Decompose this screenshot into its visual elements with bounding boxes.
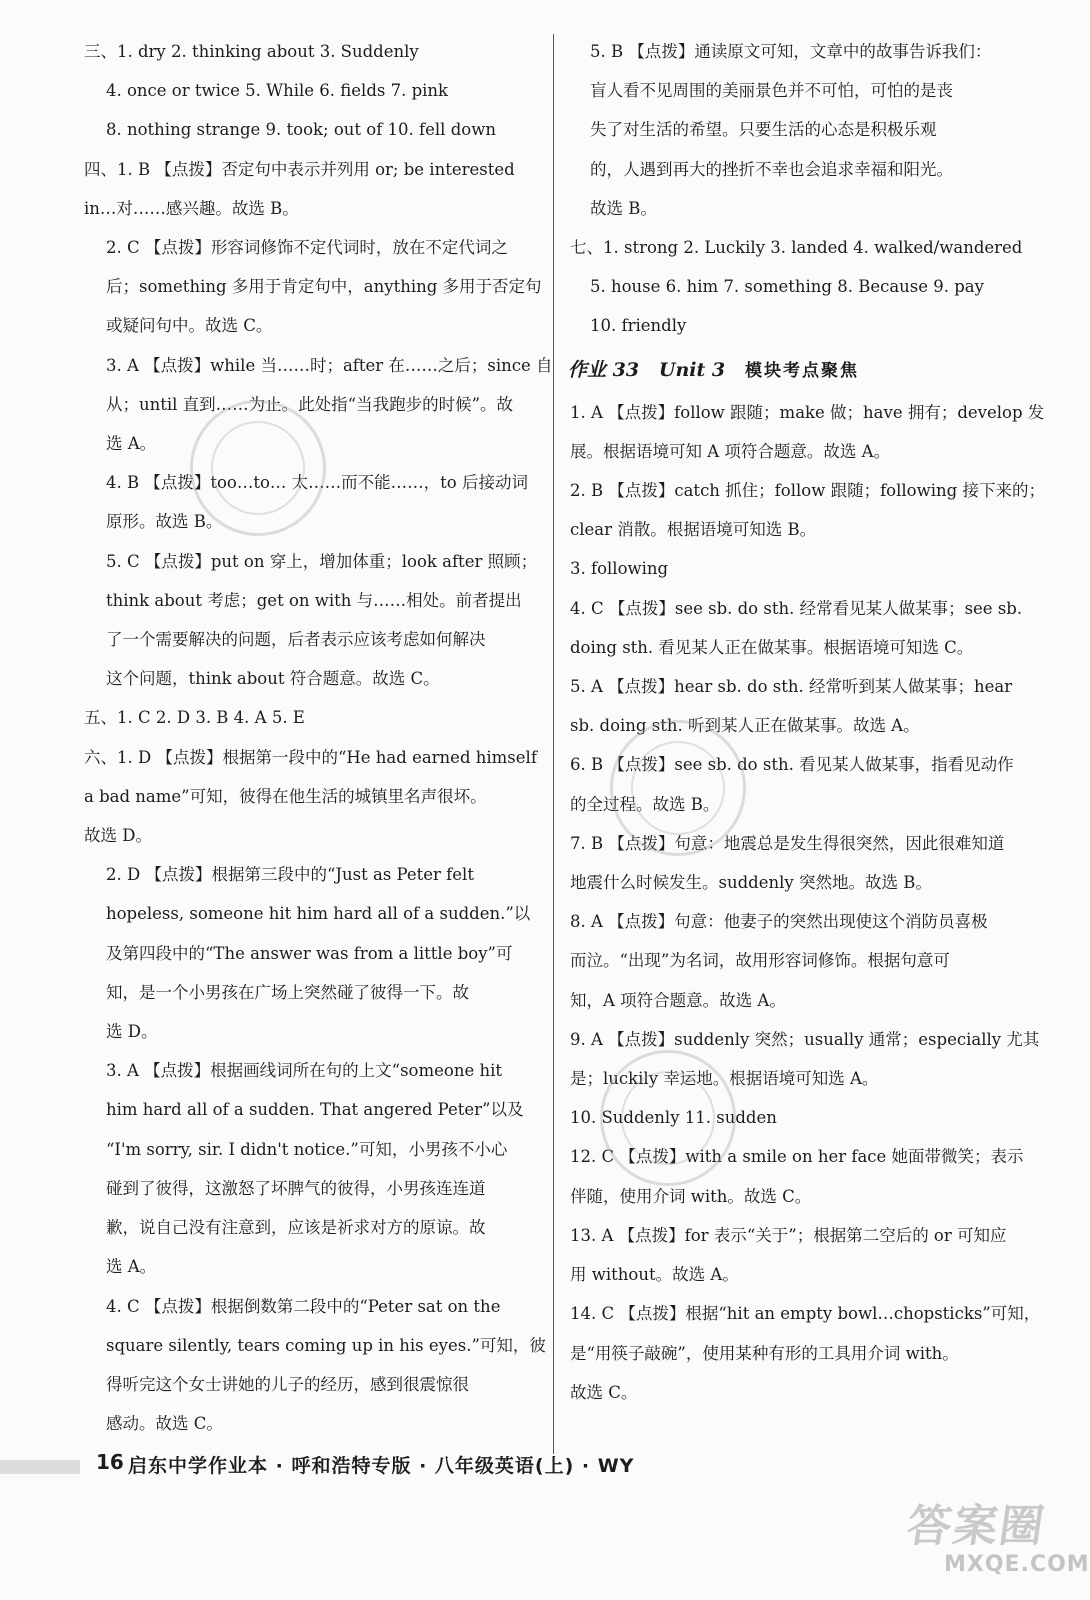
answer-line: 12. C 【点拨】with a smile on her face 她面带微笑；表示 — [570, 1147, 1024, 1167]
answer-line: 选 A。 — [106, 1257, 157, 1277]
answer-line: 用 without。故选 A。 — [570, 1265, 739, 1285]
answer-line: 故选 C。 — [570, 1382, 638, 1402]
answer-line: 是；luckily 幸运地。根据语境可知选 A。 — [570, 1069, 879, 1089]
answer-item — [570, 32, 1032, 228]
answer-line: 14. C 【点拨】根据“hit an empty bowl…chopsticks”可知， — [570, 1304, 1041, 1324]
answer-line: in…对……感兴趣。故选 B。 — [84, 198, 299, 218]
answer-item — [570, 306, 1032, 345]
answer-line: him hard all of a sudden. That angered Peter”以及 — [106, 1100, 524, 1120]
answer-line: 是“用筷子敲碗”，使用某种有形的工具用介词 with。 — [570, 1343, 959, 1363]
answer-item — [570, 1216, 1032, 1294]
section-title: 模块考点聚焦 — [745, 360, 859, 381]
answer-line: 歉，说自己没有注意到，应该是祈求对方的原谅。故 — [106, 1218, 486, 1238]
answer-line: a bad name”可知，彼得在他生活的城镇里名声很坏。 — [84, 786, 487, 806]
answer-line: 七、1. strong 2. Luckily 3. landed 4. walked/wandered — [570, 238, 1023, 258]
right-top-answers — [570, 32, 1032, 346]
answer-item — [84, 110, 534, 149]
section-heading — [568, 348, 1032, 393]
answer-line: 13. A 【点拨】for 表示“关于”；根据第二空后的 or 可知应 — [570, 1225, 1007, 1245]
answer-line: 8. A 【点拨】句意：他妻子的突然出现使这个消防员喜极 — [570, 912, 988, 932]
answer-item — [570, 393, 1045, 471]
answer-item — [84, 738, 537, 856]
answer-line: 四、1. B 【点拨】否定句中表示并列用 or; be interested — [84, 159, 515, 179]
answer-line: 伴随，使用介词 with。故选 C。 — [570, 1186, 812, 1206]
answer-item — [84, 542, 538, 699]
answer-line: 展。根据语境可知 A 项符合题意。故选 A。 — [570, 441, 891, 461]
answer-item — [570, 267, 1032, 306]
answer-line: 5. C 【点拨】put on 穿上，增加体重；look after 照顾； — [106, 551, 538, 571]
answer-line: 6. B 【点拨】see sb. do sth. 看见某人做某事，指看见动作 — [570, 755, 1014, 775]
answer-line: “I'm sorry, sir. I didn't notice.”可知，小男孩不小心 — [106, 1139, 508, 1159]
answer-line: 10. friendly — [590, 316, 687, 336]
section-unit: Unit 3 — [658, 358, 726, 381]
answer-item — [84, 1287, 546, 1444]
answer-line: 3. A 【点拨】while 当……时；after 在……之后；since 自 — [106, 355, 553, 375]
answer-line: 原形。故选 B。 — [106, 512, 223, 532]
logo-text: 答案圈 — [903, 1501, 1049, 1552]
site-logo — [903, 1482, 1090, 1592]
answer-line: 5. house 6. him 7. something 8. Because 9. pay — [590, 277, 984, 297]
answer-line: 4. once or twice 5. While 6. fields 7. pink — [106, 81, 449, 101]
footer-bar — [0, 1460, 80, 1474]
answer-line: hopeless, someone hit him hard all of a sudden.”以 — [106, 904, 531, 924]
answer-line: 3. following — [570, 559, 669, 579]
answer-line: 2. C 【点拨】形容词修饰不定代词时，放在不定代词之 — [106, 238, 508, 258]
left-column — [84, 32, 553, 1443]
right-column — [568, 32, 1045, 1412]
answer-line: doing sth. 看见某人正在做某事。根据语境可知选 C。 — [570, 637, 974, 657]
answer-line: 3. A 【点拨】根据画线词所在句的上文“someone hit — [106, 1061, 502, 1081]
answer-item — [570, 589, 1032, 667]
answer-item — [570, 902, 1032, 1020]
answer-line: 得听完这个女士讲她的儿子的经历，感到很震惊很 — [106, 1374, 469, 1394]
answer-line: 的全过程。故选 B。 — [570, 794, 720, 814]
page-number: 16 — [96, 1450, 124, 1474]
logo-url: MXQE.COM — [944, 1552, 1090, 1577]
answer-line: 8. nothing strange 9. took; out of 10. fell down — [106, 120, 496, 140]
answer-line: 盲人看不见周围的美丽景色并不可怕，可怕的是丧 — [590, 81, 953, 101]
answer-item — [84, 150, 534, 228]
answer-line: think about 考虑；get on with 与……相处。前者提出 — [106, 590, 522, 610]
answer-line: 10. Suddenly 11. sudden — [570, 1108, 777, 1128]
answer-line: 选 A。 — [106, 434, 157, 454]
answer-line: 碰到了彼得，这激怒了坏脾气的彼得，小男孩连连道 — [106, 1178, 486, 1198]
answer-line: 三、1. dry 2. thinking about 3. Suddenly — [84, 42, 419, 61]
answer-item — [84, 698, 534, 737]
answer-item — [84, 228, 542, 346]
answer-line: clear 消散。根据语境可知选 B。 — [570, 520, 817, 540]
answer-line: 后；something 多用于肯定句中，anything 多用于否定句 — [106, 277, 542, 297]
answer-item — [84, 71, 534, 110]
section-prefix: 作业 33 — [568, 358, 640, 381]
answer-line: 了一个需要解决的问题，后者表示应该考虑如何解决 — [106, 630, 486, 650]
answer-line: 六、1. D 【点拨】根据第一段中的“He had earned himself — [84, 747, 537, 767]
book-title: 启东中学作业本 · 呼和浩特专版 · 八年级英语(上) · WY — [128, 1455, 635, 1477]
answer-line: 从；until 直到……为止。此处指“当我跑步的时候”。故 — [106, 394, 514, 414]
answer-line: 感动。故选 C。 — [106, 1414, 223, 1434]
answer-item — [570, 549, 1032, 588]
answer-item — [570, 471, 1045, 549]
answer-line: 4. C 【点拨】根据倒数第二段中的“Peter sat on the — [106, 1296, 501, 1316]
answer-line: 而泣。“出现”为名词，故用形容词修饰。根据句意可 — [570, 951, 950, 971]
answer-item — [84, 32, 534, 71]
answer-item — [570, 228, 1032, 267]
column-divider — [553, 34, 554, 1454]
answer-line: 选 D。 — [106, 1022, 158, 1042]
answer-line: 7. B 【点拨】句意：地震总是发生得很突然，因此很难知道 — [570, 833, 1005, 853]
answer-line: 故选 B。 — [590, 198, 657, 218]
answer-line: 五、1. C 2. D 3. B 4. A 5. E — [84, 708, 305, 728]
answer-line: 2. B 【点拨】catch 抓住；follow 跟随；following 接下来的； — [570, 481, 1045, 501]
right-bottom-answers — [570, 393, 1045, 1412]
answer-item — [570, 1294, 1041, 1412]
answer-line: 4. B 【点拨】too…to… 太……而不能……，to 后接动词 — [106, 473, 528, 493]
answer-line: sb. doing sth. 听到某人正在做某事。故选 A。 — [570, 716, 920, 736]
answer-line: 4. C 【点拨】see sb. do sth. 经常看见某人做某事；see sb. — [570, 598, 1023, 618]
answer-line: 9. A 【点拨】suddenly 突然；usually 通常；especially 尤其 — [570, 1029, 1040, 1049]
answer-line: 5. A 【点拨】hear sb. do sth. 经常听到某人做某事；hear — [570, 677, 1013, 697]
answer-line: 2. D 【点拨】根据第三段中的“Just as Peter felt — [106, 865, 474, 885]
answer-line: 知，是一个小男孩在广场上突然碰了彼得一下。故 — [106, 982, 469, 1002]
answer-item — [84, 855, 534, 1051]
answer-line: 失了对生活的希望。只要生活的心态是积极乐观 — [590, 120, 937, 140]
answer-line: 或疑问句中。故选 C。 — [106, 316, 273, 336]
answer-line: 5. B 【点拨】通读原文可知，文章中的故事告诉我们： — [590, 42, 992, 61]
answer-line: 故选 D。 — [84, 826, 152, 846]
answer-line: 知，A 项符合题意。故选 A。 — [570, 990, 786, 1010]
answer-line: 及第四段中的“The answer was from a little boy”可 — [106, 943, 513, 963]
answer-line: 这个问题，think about 符合题意。故选 C。 — [106, 669, 440, 689]
answer-line: square silently, tears coming up in his eyes.”可知，彼 — [106, 1335, 546, 1355]
answer-line: 地震什么时候发生。suddenly 突然地。故选 B。 — [570, 873, 932, 893]
answer-line: 的，人遇到再大的挫折不幸也会追求幸福和阳光。 — [590, 159, 953, 179]
answer-item — [84, 1051, 534, 1286]
answer-line: 1. A 【点拨】follow 跟随；make 做；have 拥有；develop 发 — [570, 402, 1045, 422]
